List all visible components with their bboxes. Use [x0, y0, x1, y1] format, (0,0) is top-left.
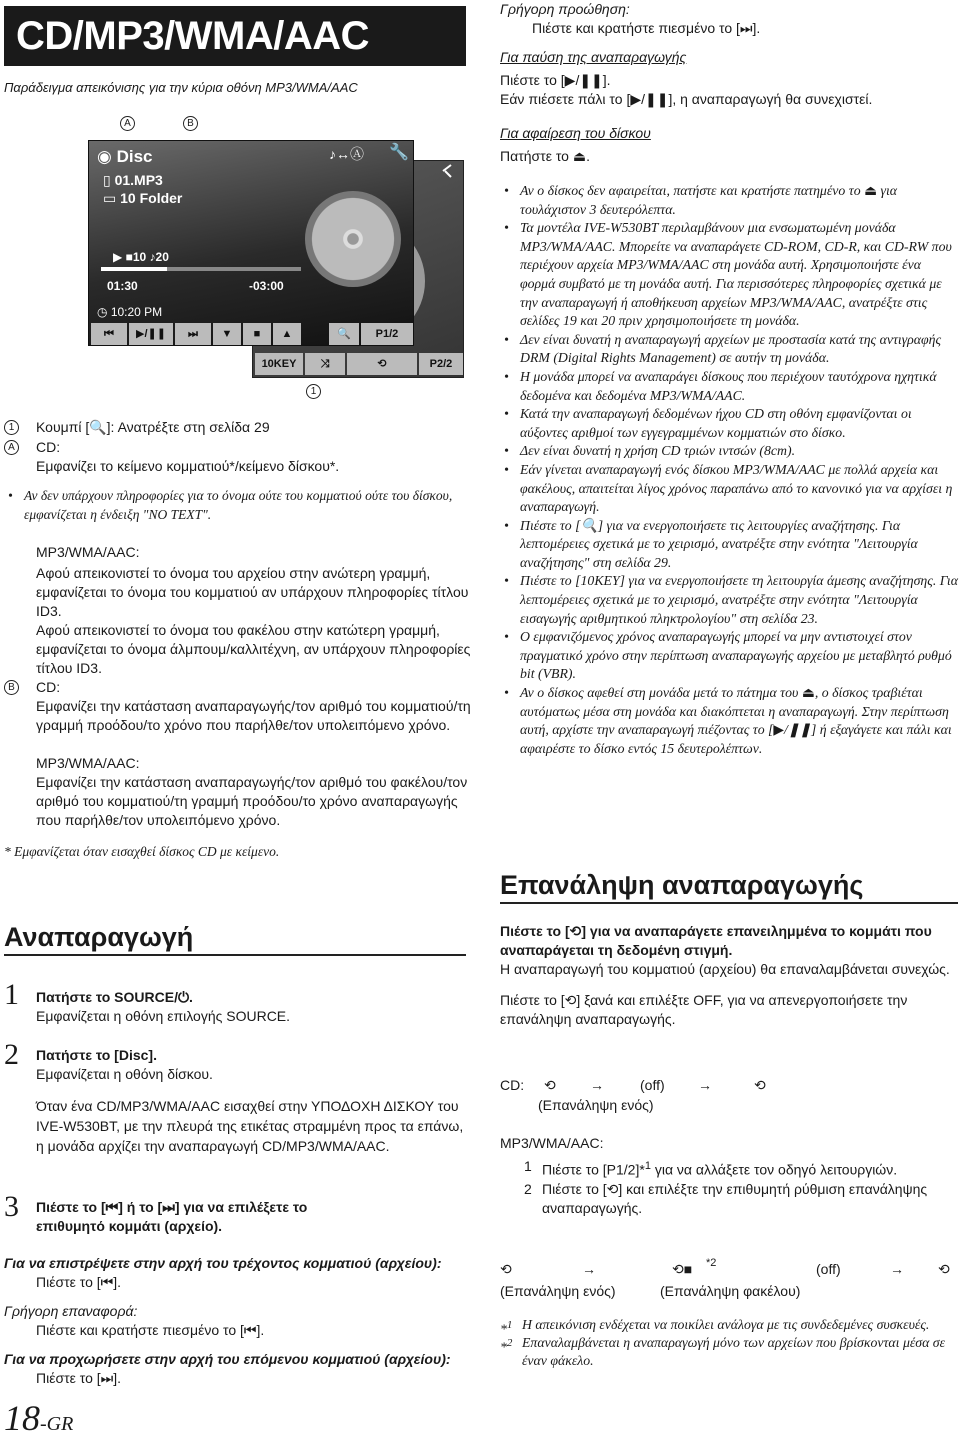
callout-b: B	[183, 112, 198, 131]
note-item: • Εάν γίνεται αναπαραγωγή ενός δίσκου MP3/WMA/AAC με πολλά αρχεία και φακέλους, απαιτείται λίγος χρόνος παραπάνω από το κανονικό για να αρχίσει η αναπαραγωγή.	[500, 461, 958, 517]
screen-example-caption: Παράδειγμα απεικόνισης για την κύρια οθόνη MP3/WMA/AAC	[4, 80, 358, 95]
remaining-time: -03:00	[249, 279, 284, 293]
legend-item-a: A CD: Εμφανίζει το κείμενο κομματιού*/κείμενο δίσκου*.	[4, 438, 474, 476]
screen-main	[88, 140, 414, 346]
folder-up-button[interactable]: ▲	[273, 323, 301, 345]
play-pause-button[interactable]: ▶/❚❚	[129, 323, 173, 345]
callout-1: 1	[306, 380, 321, 399]
search-icon: 🔍	[89, 419, 107, 435]
source-label: ◉ Disc	[97, 147, 153, 166]
note-item: • Κατά την αναπαραγωγή δεδομένων ήχου CD στη οθόνη εμφανίζονται οι αύξοντες αριθμοί των εγγεγραμμένων κομματιών στο δίσκο.	[500, 405, 958, 442]
progress-bar[interactable]	[101, 267, 301, 271]
folder-name: ▭ 10 Folder	[103, 190, 183, 206]
prev-track-button[interactable]: ⏮	[91, 323, 127, 345]
legend-item-b: B CD: Εμφανίζει την κατάσταση αναπαραγωγής/τον αριθμό του κομματιού/τη γραμμή προόδου/το χρόνο που παρήλθε/τον υπολειπόμενο χρόνο.	[4, 678, 474, 735]
note-item: • Αν ο δίσκος αφεθεί στη μονάδα μετά το πάτημα του ⏏, ο δίσκος τραβιέται αυτόματως μέσα στη μονάδα και διακόπτεται η αναπαραγωγή. Στην περίπτωση αυτή, αρχίστε την αναπαραγωγή πιέζοντας το [▶/❚❚] ή εξαγάγετε και πάλι και αφαιρέστε το δίσκο εντός 15 δευτερολέπτων.	[500, 684, 958, 758]
legend-item-1: 1 Κουμπί [🔍]: Ανατρέξτε στη σελίδα 29	[4, 418, 474, 438]
track-name: ▯ 01.MP3	[103, 172, 163, 188]
page2-button[interactable]: P2/2	[419, 353, 463, 375]
folder-icon-button[interactable]: ■	[243, 323, 271, 345]
repeat-icon: ⟲	[544, 1077, 556, 1093]
search-button[interactable]: 🔍	[329, 323, 359, 345]
repeat-icon: ⟲	[754, 1077, 766, 1093]
prev-track-icon: ⏮	[100, 1274, 114, 1290]
next-track-icon: ⏭	[100, 1370, 114, 1386]
playback-tips: Για να επιστρέψετε στην αρχή του τρέχοντος κομματιού (αρχείου): Πιέστε το [⏮]. Γρήγορη επαναφορά: Πιέστε και κρατήστε πιεσμένο το [⏮]. Για να προχωρήσετε στην αρχή του επόμενου κομματιού (αρχείου): Πιέστε το [⏭].	[4, 1255, 451, 1386]
step-1: Πατήστε το SOURCE/⏻. Εμφανίζεται η οθόνη επιλογής SOURCE.	[36, 989, 291, 1024]
ff-section: Γρήγορη προώθηση: Πιέστε και κρατήστε πιεσμένο το [⏭].	[500, 1, 761, 36]
note-item: • Δεν είναι δυνατή η χρήση CD τριών ιντσών (8cm).	[500, 442, 958, 461]
repeat-heading: Επανάληψη αναπαραγωγής	[500, 868, 958, 904]
notes-list	[500, 182, 958, 758]
setup-icon[interactable]: 🔧	[389, 144, 409, 161]
page1-button[interactable]: P1/2	[361, 323, 413, 345]
next-track-button[interactable]: ⏭	[175, 323, 211, 345]
note-item: • Η μονάδα μπορεί να αναπαράγει δίσκους που περιέχουν ταυτόχρονα ηχητικά δεδομένα και δεδομένα MP3/WMA/AAC.	[500, 368, 958, 405]
callout-a: A	[120, 112, 135, 131]
right-column	[496, 0, 960, 1440]
note-item: • Δεν είναι δυνατή η αναπαραγωγή αρχείων με προστασία κατά της αντιγραφής DRM (Digital Rights Management) σε αυτήν τη μονάδα.	[500, 331, 958, 368]
note-item: • Ο εμφανιζόμενος χρόνος αναπαραγωγής μπορεί να μην αντιστοιχεί στον πραγματικό χρόνο στην περίπτωση αναπαραγωγής αρχείου με μεταβλητό ρυθμό bit (VBR).	[500, 628, 958, 684]
mp3-repeat-sequence: ⟲ → ⟲■ *2 (off) → ⟲ (Επανάληψη ενός) (Επανάληψη φακέλου)	[500, 1257, 950, 1299]
step-3-number: 3	[4, 1190, 19, 1223]
legend-note: • Αν δεν υπάρχουν πληροφορίες για το όνομα ούτε του κομματιού ούτε του δίσκου, εμφανίζεται η ένδειξη "NO TEXT".	[4, 486, 474, 524]
eject-icon: ⏏	[572, 148, 587, 164]
prev-track-icon: ⏮	[105, 1199, 119, 1215]
footnotes: *$^1$ Η απεικόνιση ενδέχεται να ποικίλει ανάλογα με τις συνδεδεμένες συσκευές. *$^2$ Επαναλαμβάνεται η αναπαραγωγή μόνο των αρχείων που βρίσκονται μέσα σε έναν φάκελο.	[500, 1317, 946, 1368]
repeat-icon: ⟲	[606, 1180, 619, 1197]
power-icon: ⏻	[177, 989, 190, 1005]
page-number: 18-GR	[4, 1398, 74, 1438]
legend	[4, 418, 474, 861]
elapsed-time: 01:30	[107, 279, 138, 293]
repeat-icon: ⟲	[569, 923, 582, 939]
screen-illustration	[44, 140, 453, 375]
playback-heading: Αναπαραγωγή	[4, 920, 466, 956]
tenkey-button[interactable]: 10KEY	[255, 353, 303, 375]
disc-art	[305, 191, 401, 287]
repeat-icon: ⟲	[500, 1261, 512, 1277]
next-track-icon: ⏭	[162, 1199, 175, 1215]
note-item: • Τα μοντέλα IVE-W530BT περιλαμβάνουν μια ενσωματωμένη μονάδα MP3/WMA/AAC. Μπορείτε να αναπαράγετε CD-ROM, CD-R, και CD-RW που περιέχουν αρχεία MP3/WMA/AAC στη μονάδα αυτή. Χρησιμοποιήστε ένα φορμά συμβατό με τη μονάδα αυτή. Για περισσότερες πληροφορίες σχετικά με την αναπαραγωγή ή αποθήκευση αρχείων MP3/WMA/AAC, ανατρέξτε στις σελίδες 19 και 20 πριν χρησιμοποιήσετε τη μονάδα.	[500, 219, 958, 331]
clock: ◷ 10:20 PM	[97, 305, 163, 319]
footnote: * Εμφανίζεται όταν εισαχθεί δίσκος CD με κείμενο.	[4, 844, 280, 859]
page-title: CD/MP3/WMA/AAC	[4, 6, 466, 66]
legend-b-mp3: MP3/WMA/AAC: Εμφανίζει την κατάσταση αναπαραγωγής/τον αριθμό του φακέλου/τον αριθμό του κομματιού/τη γραμμή προόδου/το χρόνο αναπαραγωγής που παρήλθε/τον υπολειπόμενο χρόνο.	[36, 755, 468, 828]
shuffle-button[interactable]: ⤨	[305, 353, 345, 375]
folder-icon: ⟲■	[672, 1261, 693, 1277]
step-2-number: 2	[4, 1038, 19, 1071]
play-pause-icon: ▶/❚❚	[564, 72, 603, 88]
cd-repeat-sequence: CD: ⟲ → (off) → ⟲ (Επανάληψη ενός)	[500, 1077, 766, 1113]
pause-section: Για παύση της αναπαραγωγής Πιέστε το [▶/❚❚]. Εάν πιέσετε πάλι το [▶/❚❚], η αναπαραγωγή θα συνεχιστεί.	[500, 49, 873, 107]
play-status: ▶ ■10 ♪20	[113, 250, 169, 264]
repeat-button[interactable]: ⟲	[347, 353, 417, 375]
note-item: • Πιέστε το [10KEY] για να ενεργοποιήσετε τη λειτουργία άμεσης αναζήτησης. Για λεπτομέρειες σχετικά με το χειρισμό, ανατρέξτε στην ενότητα "Λειτουργία εισαγωγής αριθμητικού πληκτρολογίου" στη σελίδα 23.	[500, 572, 958, 628]
step-3: Πιέστε το [⏮] ή το [⏭] για να επιλέξετε το επιθυμητό κομμάτι (αρχείο).	[36, 1199, 308, 1234]
note-item: • Αν ο δίσκος δεν αφαιρείται, πατήστε και κρατήστε πατημένο το ⏏ για τουλάχιστον 3 δευτερόλεπτα.	[500, 182, 958, 219]
repeat-intro: Πιέστε το [⟲] για να αναπαράγετε επανειλημμένα το κομμάτι που αναπαράγεται τη δεδομένη στιγμή. Η αναπαραγωγή του κομματιού (αρχείου) θα επαναλαμβάνεται συνεχώς. Πιέστε το [⟲] ξανά και επιλέξτε OFF, για να απενεργοποιήσετε την επανάληψη αναπαραγωγής.	[500, 923, 950, 1027]
repeat-icon: ⟲	[938, 1261, 950, 1277]
mp3-repeat: MP3/WMA/AAC: 1 Πιέστε το [P1/2]*$^1$ για να αλλάξετε τον οδηγό λειτουργιών. 2 Πιέστε το [⟲] και επιλέξτε την επιθυμητή ρύθμιση επανάληψης αναπαραγωγής.	[500, 1135, 928, 1216]
step-1-number: 1	[4, 978, 19, 1011]
next-track-icon: ⏭	[739, 20, 753, 36]
play-pause-icon: ▶/❚❚	[630, 91, 669, 107]
left-column	[0, 0, 475, 1440]
repeat-icon: ⟲	[564, 992, 577, 1008]
step-2: Πατήστε το [Disc]. Εμφανίζεται η οθόνη δίσκου. Όταν ένα CD/MP3/WMA/AAC εισαχθεί στην ΥΠΟΔΟΧΗ ΔΙΣΚΟΥ του IVE-W530BT, με την πλευρά της ετικέτας στραμμένη προς τα επάνω, η μονάδα αρχίζει την αναπαραγωγή CD/MP3/WMA/AAC.	[36, 1047, 464, 1154]
eject-section: Για αφαίρεση του δίσκου Πατήστε το ⏏.	[500, 125, 651, 164]
legend-a-mp3: MP3/WMA/AAC: Αφού απεικονιστεί το όνομα του αρχείου στην ανώτερη γραμμή, εμφανίζεται το όνομα του κομματιού αν υπάρχουν πληροφορίες τίτλου ID3. Αφού απεικονιστεί το όνομα του φακέλου στην κατώτερη γραμμή, εμφανίζεται το όνομα άλμπουμ/καλλιτέχνη, αν υπάρχουν πληροφορίες τίτλου ID3.	[36, 544, 471, 676]
prev-track-icon: ⏮	[243, 1322, 257, 1338]
folder-down-button[interactable]: ▼	[213, 323, 241, 345]
note-item: • Πιέστε το [🔍] για να ενεργοποιήσετε τις λειτουργίες αναζήτησης. Για λεπτομέρειες σχετικά με το χειρισμό, ανατρέξτε στην ενότητα "Λειτουργία αναζήτησης" στη σελίδα 29.	[500, 517, 958, 573]
repeat-indicator: ♪↔Ⓐ	[329, 146, 364, 162]
